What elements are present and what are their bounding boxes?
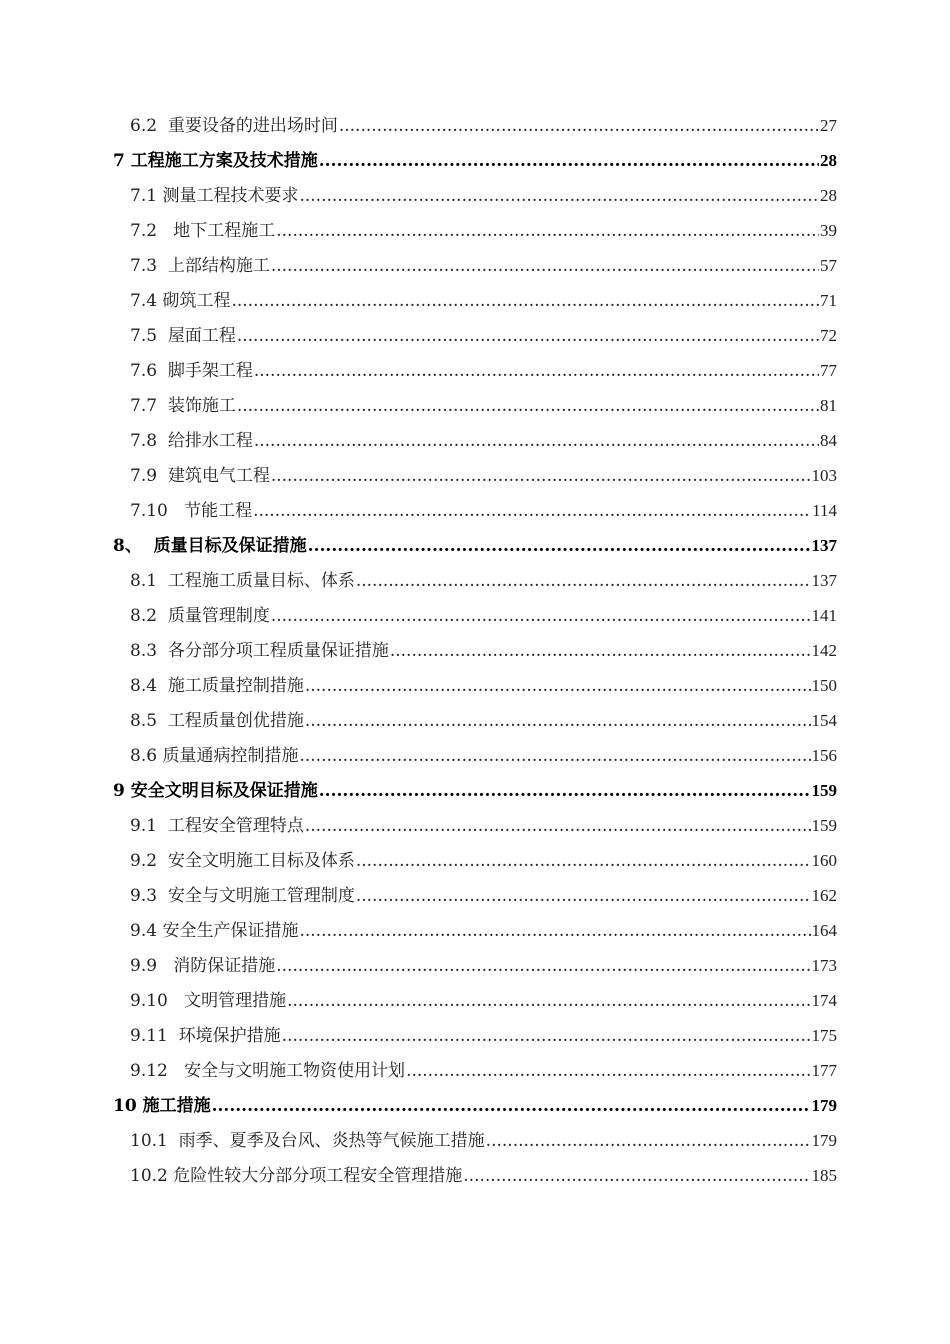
toc-section-entry[interactable] xyxy=(113,318,837,353)
toc-entry-title: 10.1 雨季、夏季及台风、炎热等气候施工措施 xyxy=(130,1131,485,1151)
toc-page-number: 174 xyxy=(811,991,837,1010)
toc-dot-leader xyxy=(253,494,811,529)
toc-section-entry[interactable] xyxy=(113,843,837,878)
toc-page-number: 27 xyxy=(820,116,837,135)
toc-entry-title: 10 施工措施 xyxy=(113,1096,211,1116)
toc-entry-title: 9.3 安全与文明施工管理制度 xyxy=(130,886,355,906)
toc-entry-title: 9.2 安全文明施工目标及体系 xyxy=(130,851,355,871)
toc-entry-title: 7.3 上部结构施工 xyxy=(130,256,270,276)
toc-page-number: 71 xyxy=(820,291,837,310)
toc-entry-title: 9.1 工程安全管理特点 xyxy=(130,816,304,836)
toc-page-number: 177 xyxy=(811,1061,837,1080)
toc-dot-leader xyxy=(287,984,810,1019)
toc-entry-title: 7.5 屋面工程 xyxy=(130,326,236,346)
toc-entry-title: 7.6 脚手架工程 xyxy=(130,361,253,381)
toc-entry-title: 7.7 装饰施工 xyxy=(130,396,236,416)
toc-section-entry[interactable] xyxy=(113,633,837,668)
toc-dot-leader xyxy=(356,844,811,879)
toc-dot-leader xyxy=(299,179,819,214)
toc-entry-title: 9.10 文明管理措施 xyxy=(130,991,287,1011)
toc-page-number: 141 xyxy=(811,606,837,625)
toc-entry-title: 8.2 质量管理制度 xyxy=(130,606,270,626)
toc-dot-leader xyxy=(356,879,811,914)
toc-section-entry[interactable] xyxy=(113,878,837,913)
toc-entry-title: 7.1 测量工程技术要求 xyxy=(130,186,299,206)
toc-entry-title: 7.4 砌筑工程 xyxy=(130,291,231,311)
toc-dot-leader xyxy=(231,284,819,319)
toc-section-entry[interactable] xyxy=(113,1158,837,1193)
toc-page-number: 179 xyxy=(811,1096,837,1115)
toc-page-number: 57 xyxy=(820,256,837,275)
toc-section-entry[interactable] xyxy=(113,388,837,423)
toc-section-entry[interactable] xyxy=(113,983,837,1018)
toc-entry-title: 8.5 工程质量创优措施 xyxy=(130,711,304,731)
toc-section-entry[interactable] xyxy=(113,178,837,213)
table-of-contents xyxy=(113,108,837,1193)
toc-dot-leader xyxy=(463,1159,810,1194)
toc-dot-leader xyxy=(486,1124,811,1159)
toc-entry-title: 9.11 环境保护措施 xyxy=(130,1026,281,1046)
toc-entry-title: 9.4 安全生产保证措施 xyxy=(130,921,299,941)
toc-section-entry[interactable] xyxy=(113,1053,837,1088)
toc-dot-leader xyxy=(305,704,811,739)
toc-page-number: 137 xyxy=(811,536,837,555)
toc-section-entry[interactable] xyxy=(113,423,837,458)
toc-section-entry[interactable] xyxy=(113,213,837,248)
toc-section-entry[interactable] xyxy=(113,703,837,738)
toc-page-number: 159 xyxy=(811,781,837,800)
toc-dot-leader xyxy=(356,564,811,599)
toc-dot-leader xyxy=(271,459,811,494)
toc-page-number: 137 xyxy=(811,571,837,590)
toc-page-number: 173 xyxy=(811,956,837,975)
toc-page-number: 28 xyxy=(820,151,837,170)
toc-section-entry[interactable] xyxy=(113,1018,837,1053)
toc-dot-leader xyxy=(271,599,811,634)
toc-section-entry[interactable] xyxy=(113,808,837,843)
toc-dot-leader xyxy=(212,1089,811,1124)
toc-dot-leader xyxy=(254,424,819,459)
toc-page-number: 154 xyxy=(811,711,837,730)
toc-entry-title: 7.10 节能工程 xyxy=(130,501,253,521)
toc-dot-leader xyxy=(305,669,811,704)
toc-dot-leader xyxy=(406,1054,810,1089)
toc-dot-leader xyxy=(319,774,811,809)
toc-section-entry[interactable] xyxy=(113,563,837,598)
toc-entry-title: 7 工程施工方案及技术措施 xyxy=(113,151,318,171)
toc-section-entry[interactable] xyxy=(113,913,837,948)
toc-dot-leader xyxy=(271,249,819,284)
toc-section-entry[interactable] xyxy=(113,248,837,283)
toc-page-number: 103 xyxy=(811,466,837,485)
toc-page-number: 150 xyxy=(811,676,837,695)
toc-page-number: 179 xyxy=(811,1131,837,1150)
toc-chapter-entry[interactable] xyxy=(113,143,837,178)
toc-entry-title: 9.12 安全与文明施工物资使用计划 xyxy=(130,1061,406,1081)
toc-dot-leader xyxy=(282,1019,811,1054)
toc-dot-leader xyxy=(237,389,819,424)
toc-dot-leader xyxy=(339,109,819,144)
toc-dot-leader xyxy=(305,809,811,844)
toc-dot-leader xyxy=(308,529,811,564)
toc-page-number: 185 xyxy=(811,1166,837,1185)
toc-entry-title: 9.9 消防保证措施 xyxy=(130,956,276,976)
toc-entry-title: 8.3 各分部分项工程质量保证措施 xyxy=(130,641,389,661)
toc-dot-leader xyxy=(299,739,810,774)
toc-entry-title: 7.8 给排水工程 xyxy=(130,431,253,451)
toc-page-number: 81 xyxy=(820,396,837,415)
toc-page-number: 84 xyxy=(820,431,837,450)
toc-section-entry[interactable] xyxy=(113,493,837,528)
toc-section-entry[interactable] xyxy=(113,668,837,703)
toc-dot-leader xyxy=(276,949,810,984)
toc-chapter-entry[interactable] xyxy=(113,528,837,563)
toc-page-number: 28 xyxy=(820,186,837,205)
toc-dot-leader xyxy=(390,634,811,669)
toc-section-entry[interactable] xyxy=(113,353,837,388)
toc-section-entry[interactable] xyxy=(113,598,837,633)
toc-section-entry[interactable] xyxy=(113,108,837,143)
toc-section-entry[interactable] xyxy=(113,948,837,983)
toc-chapter-entry[interactable] xyxy=(113,773,837,808)
toc-page-number: 39 xyxy=(820,221,837,240)
toc-page-number: 72 xyxy=(820,326,837,345)
toc-entry-title: 8.6 质量通病控制措施 xyxy=(130,746,299,766)
toc-entry-title: 6.2 重要设备的进出场时间 xyxy=(130,116,338,136)
toc-entry-title: 7.2 地下工程施工 xyxy=(130,221,276,241)
toc-entry-title: 8、 质量目标及保证措施 xyxy=(113,536,307,556)
toc-dot-leader xyxy=(276,214,819,249)
toc-dot-leader xyxy=(237,319,819,354)
toc-entry-title: 10.2 危险性较大分部分项工程安全管理措施 xyxy=(130,1166,463,1186)
toc-page-number: 160 xyxy=(811,851,837,870)
toc-page-number: 114 xyxy=(812,501,837,520)
toc-dot-leader xyxy=(299,914,810,949)
toc-page-number: 142 xyxy=(811,641,837,660)
toc-section-entry[interactable] xyxy=(113,738,837,773)
toc-entry-title: 8.4 施工质量控制措施 xyxy=(130,676,304,696)
toc-entry-title: 7.9 建筑电气工程 xyxy=(130,466,270,486)
toc-entry-title: 8.1 工程施工质量目标、体系 xyxy=(130,571,355,591)
toc-page-number: 164 xyxy=(811,921,837,940)
toc-page-number: 156 xyxy=(811,746,837,765)
toc-page-number: 175 xyxy=(811,1026,837,1045)
toc-section-entry[interactable] xyxy=(113,283,837,318)
toc-dot-leader xyxy=(319,144,819,179)
toc-entry-title: 9 安全文明目标及保证措施 xyxy=(113,781,318,801)
toc-page-number: 77 xyxy=(820,361,837,380)
toc-section-entry[interactable] xyxy=(113,458,837,493)
toc-page-number: 162 xyxy=(811,886,837,905)
toc-section-entry[interactable] xyxy=(113,1123,837,1158)
toc-dot-leader xyxy=(254,354,819,389)
toc-page-number: 159 xyxy=(811,816,837,835)
toc-chapter-entry[interactable] xyxy=(113,1088,837,1123)
